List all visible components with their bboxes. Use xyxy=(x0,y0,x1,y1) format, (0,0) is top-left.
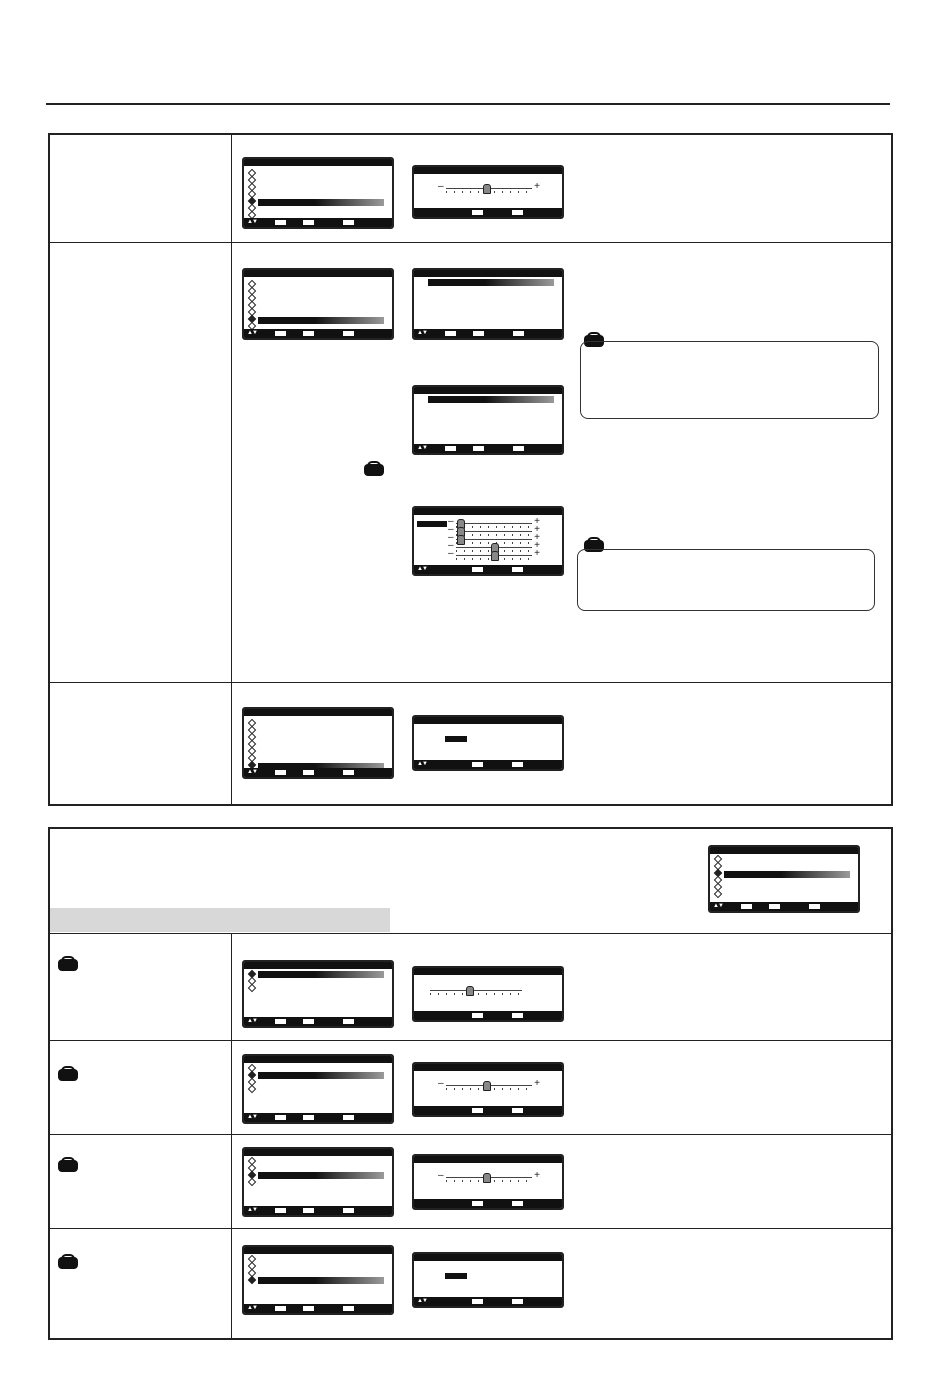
menu-selected-row xyxy=(258,317,384,324)
table-upper-row-divider-2 xyxy=(49,682,892,683)
up-down-arrows-icon: ▲▼ xyxy=(417,566,427,572)
note-icon xyxy=(58,956,78,971)
osd-submenu xyxy=(242,960,394,1028)
up-down-arrows-icon: ▲▼ xyxy=(247,1018,257,1024)
settings-table-upper xyxy=(48,133,893,806)
osd-submenu xyxy=(242,1245,394,1315)
up-down-arrows-icon: ▲▼ xyxy=(247,769,257,775)
menu-selected-row xyxy=(258,1172,384,1179)
osd-main-menu xyxy=(708,845,860,913)
table-upper-column-divider xyxy=(231,134,232,805)
up-down-arrows-icon: ▲▼ xyxy=(417,1298,427,1304)
note-box xyxy=(577,549,875,611)
osd-selected-option xyxy=(445,736,467,742)
table-lower-header-divider xyxy=(49,933,892,934)
up-down-arrows-icon: ▲▼ xyxy=(247,330,257,336)
osd-adjust-slider xyxy=(412,966,564,1022)
table-lower-column-divider xyxy=(231,934,232,1339)
note-icon xyxy=(58,1254,78,1269)
osd-submenu xyxy=(412,268,564,340)
up-down-arrows-icon: ▲▼ xyxy=(247,219,257,225)
osd-adjust-slider: – + xyxy=(412,165,564,219)
note-box xyxy=(580,341,879,419)
up-down-arrows-icon: ▲▼ xyxy=(713,903,723,909)
header-rule xyxy=(46,103,890,105)
menu-selected-row xyxy=(258,971,384,978)
up-down-arrows-icon: ▲▼ xyxy=(417,445,427,451)
up-down-arrows-icon: ▲▼ xyxy=(247,1207,257,1213)
osd-selected-option xyxy=(445,1273,467,1279)
table-lower-row-divider-3 xyxy=(49,1228,892,1229)
note-icon xyxy=(58,1157,78,1172)
osd-adjust-slider: – + xyxy=(412,1154,564,1210)
note-icon xyxy=(58,1066,78,1081)
table-lower-row-divider-1 xyxy=(49,1040,892,1041)
osd-multi-slider: – + – + – + – + – + ▲▼ xyxy=(412,506,564,576)
up-down-arrows-icon: ▲▼ xyxy=(247,1305,257,1311)
osd-selected-tab xyxy=(417,521,447,527)
osd-submenu xyxy=(242,1054,394,1124)
table-upper-row-divider-1 xyxy=(49,242,892,243)
menu-selected-row xyxy=(724,871,850,878)
osd-option-select xyxy=(412,1252,564,1308)
table-lower-row-divider-2 xyxy=(49,1134,892,1135)
up-down-arrows-icon: ▲▼ xyxy=(417,761,427,767)
submenu-selected-row xyxy=(428,279,554,286)
osd-option-select xyxy=(412,715,564,771)
menu-selected-row xyxy=(258,1072,384,1079)
section-heading-band xyxy=(50,908,390,932)
osd-submenu xyxy=(412,385,564,455)
osd-adjust-slider: – + xyxy=(412,1062,564,1117)
osd-main-menu xyxy=(242,268,394,340)
note-icon xyxy=(364,461,384,476)
osd-main-menu xyxy=(242,707,394,779)
menu-selected-row xyxy=(258,199,384,206)
up-down-arrows-icon: ▲▼ xyxy=(417,330,427,336)
osd-main-menu xyxy=(242,157,394,229)
submenu-selected-row xyxy=(428,396,554,403)
osd-submenu xyxy=(242,1147,394,1217)
up-down-arrows-icon: ▲▼ xyxy=(247,1114,257,1120)
menu-selected-row xyxy=(258,1277,384,1284)
